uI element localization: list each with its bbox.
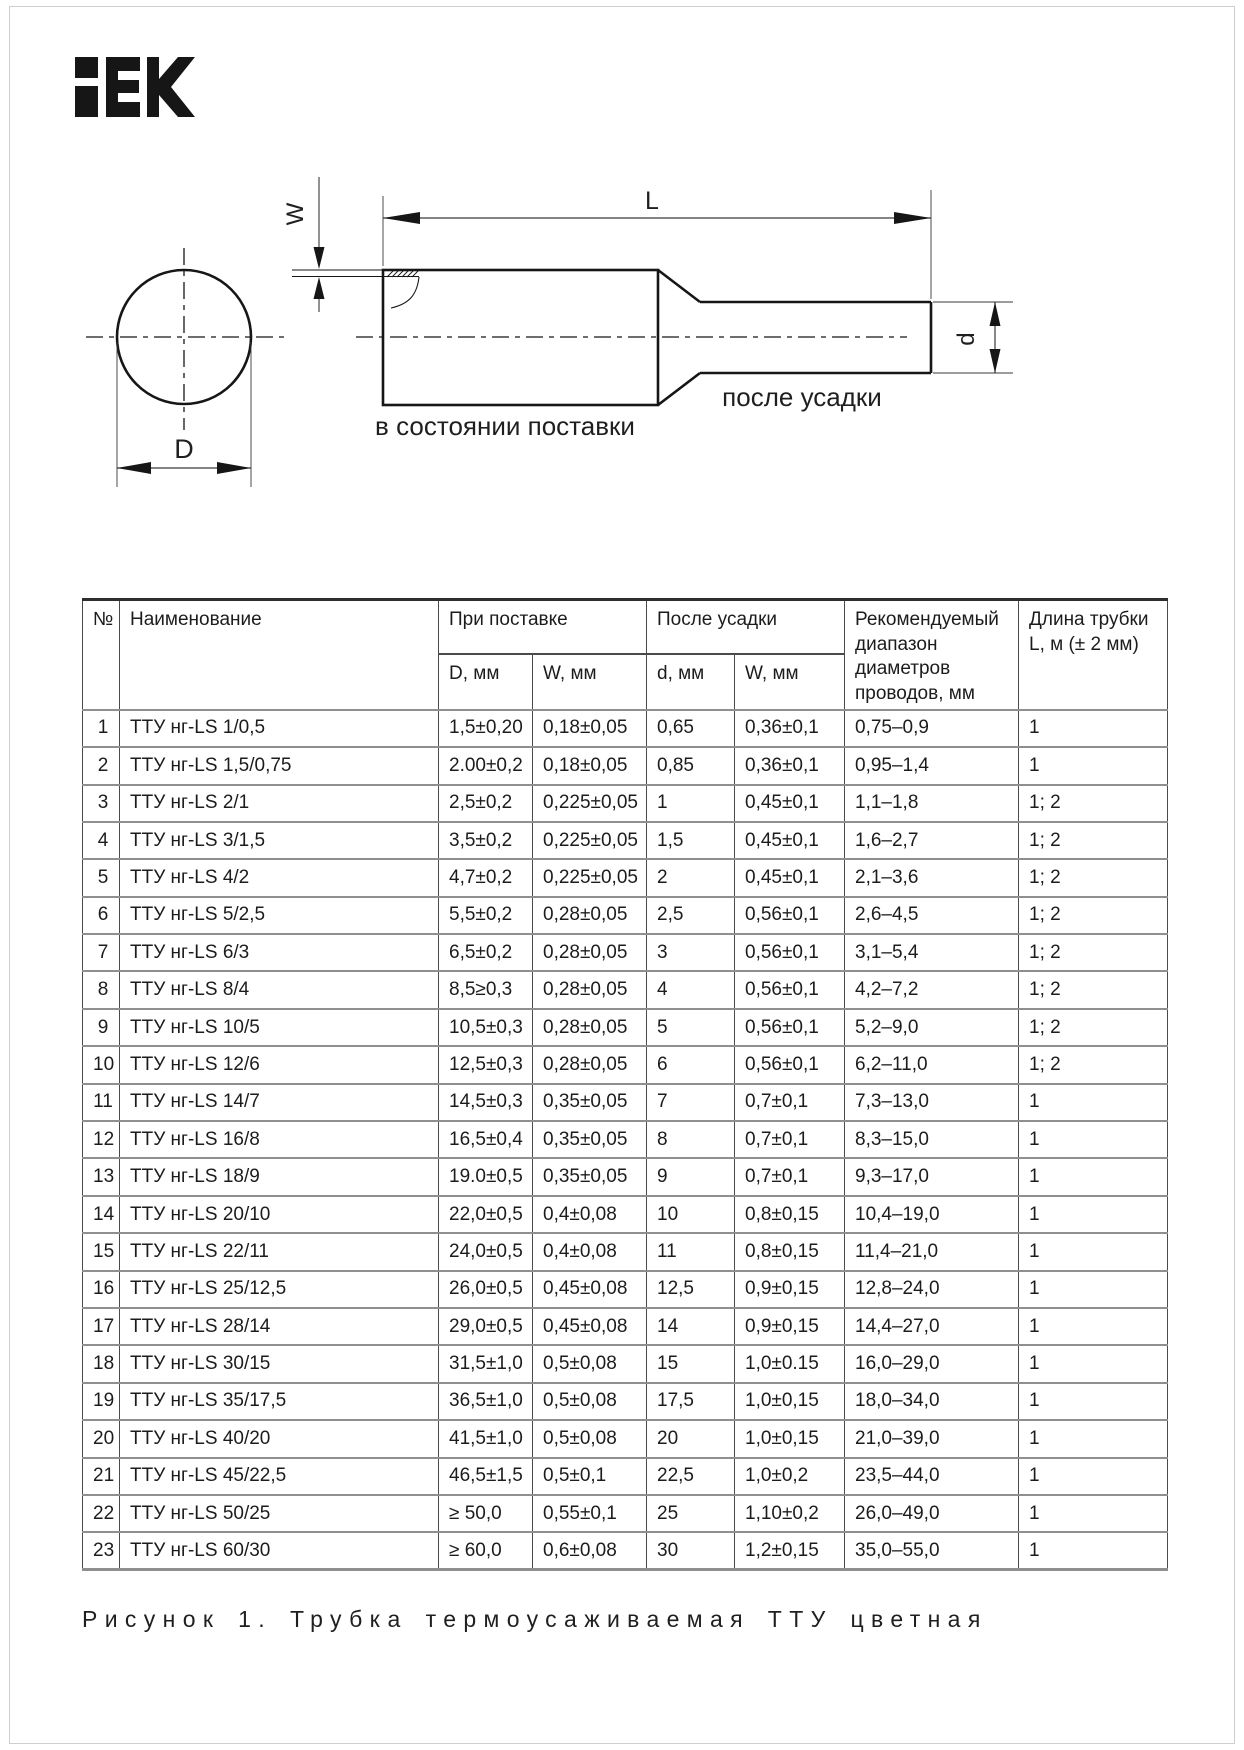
cell-tube-length: 1 — [1019, 1196, 1168, 1233]
cell-d-supply: 19.0±0,5 — [439, 1158, 533, 1195]
cell-w-shrink: 1,0±0,15 — [735, 1420, 845, 1457]
table-row — [83, 934, 1168, 971]
cell-tube-length: 1 — [1019, 1271, 1168, 1308]
cell-w-shrink: 0,56±0,1 — [735, 971, 845, 1008]
arrowhead-down — [314, 247, 325, 269]
cell-tube-length: 1 — [1019, 1084, 1168, 1121]
cell-w-supply: 0,225±0,05 — [533, 822, 647, 859]
cell-w-supply: 0,35±0,05 — [533, 1121, 647, 1158]
cell-wire-range: 0,95–1,4 — [845, 747, 1019, 784]
cell-d-supply: 26,0±0,5 — [439, 1271, 533, 1308]
logo-i-dot — [75, 57, 98, 78]
cell-tube-length: 1; 2 — [1019, 971, 1168, 1008]
cell-w-supply: 0,225±0,05 — [533, 785, 647, 822]
cell-wire-range: 9,3–17,0 — [845, 1158, 1019, 1195]
cell-name: ТТУ нг-LS 60/30 — [120, 1532, 439, 1569]
table-row — [83, 859, 1168, 896]
cell-w-supply: 0,5±0,08 — [533, 1420, 647, 1457]
col-header-shrink-w: W, мм — [735, 654, 845, 710]
cell-d-supply: ≥ 50,0 — [439, 1495, 533, 1532]
breakout-curve — [391, 277, 419, 308]
arrowhead-right — [217, 462, 251, 474]
cell-name: ТТУ нг-LS 14/7 — [120, 1084, 439, 1121]
cell-w-supply: 0,18±0,05 — [533, 710, 647, 747]
cell-w-shrink: 0,56±0,1 — [735, 897, 845, 934]
cell-num: 15 — [83, 1233, 120, 1270]
cell-num: 17 — [83, 1308, 120, 1345]
cell-d-shrink: 20 — [647, 1420, 735, 1457]
cell-wire-range: 26,0–49,0 — [845, 1495, 1019, 1532]
arrowhead-left — [383, 212, 420, 224]
cell-wire-range: 14,4–27,0 — [845, 1308, 1019, 1345]
cell-tube-length: 1 — [1019, 1383, 1168, 1420]
cell-name: ТТУ нг-LS 10/5 — [120, 1009, 439, 1046]
cell-w-supply: 0,6±0,08 — [533, 1532, 647, 1569]
cell-d-shrink: 14 — [647, 1308, 735, 1345]
cell-wire-range: 2,6–4,5 — [845, 897, 1019, 934]
cell-num: 4 — [83, 822, 120, 859]
cell-d-supply: 4,7±0,2 — [439, 859, 533, 896]
cell-wire-range: 5,2–9,0 — [845, 1009, 1019, 1046]
cell-w-shrink: 0,45±0,1 — [735, 859, 845, 896]
cell-w-shrink: 1,0±0.15 — [735, 1345, 845, 1382]
table-row — [83, 971, 1168, 1008]
cell-num: 12 — [83, 1121, 120, 1158]
cell-tube-length: 1 — [1019, 710, 1168, 747]
table-row — [83, 1233, 1168, 1270]
cell-tube-length: 1 — [1019, 1495, 1168, 1532]
cell-w-shrink: 0,8±0,15 — [735, 1233, 845, 1270]
cell-tube-length: 1; 2 — [1019, 1009, 1168, 1046]
label-shrunk-state: после усадки — [722, 382, 882, 412]
cell-w-shrink: 0,8±0,15 — [735, 1196, 845, 1233]
cell-d-supply: 5,5±0,2 — [439, 897, 533, 934]
cell-name: ТТУ нг-LS 30/15 — [120, 1345, 439, 1382]
cell-wire-range: 1,1–1,8 — [845, 785, 1019, 822]
cell-num: 9 — [83, 1009, 120, 1046]
cell-tube-length: 1 — [1019, 1121, 1168, 1158]
table-row — [83, 1345, 1168, 1382]
cell-d-shrink: 15 — [647, 1345, 735, 1382]
dim-label-W: W — [282, 202, 309, 226]
cell-d-shrink: 9 — [647, 1158, 735, 1195]
cell-name: ТТУ нг-LS 40/20 — [120, 1420, 439, 1457]
col-header-supply-group: При поставке — [439, 600, 647, 654]
dim-label-d: d — [953, 332, 980, 346]
cell-tube-length: 1; 2 — [1019, 934, 1168, 971]
cell-name: ТТУ нг-LS 45/22,5 — [120, 1458, 439, 1495]
cell-wire-range: 4,2–7,2 — [845, 971, 1019, 1008]
cell-name: ТТУ нг-LS 50/25 — [120, 1495, 439, 1532]
table-row — [83, 1121, 1168, 1158]
cell-w-supply: 0,5±0,08 — [533, 1345, 647, 1382]
table-row — [83, 1271, 1168, 1308]
cell-d-supply: 2,5±0,2 — [439, 785, 533, 822]
cell-num: 23 — [83, 1532, 120, 1569]
cell-w-shrink: 1,0±0,15 — [735, 1383, 845, 1420]
cell-w-supply: 0,35±0,05 — [533, 1084, 647, 1121]
cell-d-shrink: 12,5 — [647, 1271, 735, 1308]
table-row — [83, 747, 1168, 784]
cell-num: 5 — [83, 859, 120, 896]
cell-name: ТТУ нг-LS 18/9 — [120, 1158, 439, 1195]
cell-num: 20 — [83, 1420, 120, 1457]
cell-tube-length: 1; 2 — [1019, 785, 1168, 822]
cell-d-shrink: 6 — [647, 1046, 735, 1083]
table-row — [83, 1046, 1168, 1083]
dimension-table — [82, 598, 1168, 1571]
cell-d-supply: 31,5±1,0 — [439, 1345, 533, 1382]
cell-d-shrink: 25 — [647, 1495, 735, 1532]
col-header-supply-w: W, мм — [533, 654, 647, 710]
cell-w-shrink: 0,7±0,1 — [735, 1158, 845, 1195]
cell-wire-range: 0,75–0,9 — [845, 710, 1019, 747]
cell-wire-range: 35,0–55,0 — [845, 1532, 1019, 1569]
cell-tube-length: 1; 2 — [1019, 897, 1168, 934]
cell-num: 14 — [83, 1196, 120, 1233]
cell-w-supply: 0,35±0,05 — [533, 1158, 647, 1195]
cell-w-shrink: 0,36±0,1 — [735, 747, 845, 784]
table-row — [83, 1495, 1168, 1532]
cell-tube-length: 1 — [1019, 1308, 1168, 1345]
cell-tube-length: 1 — [1019, 1420, 1168, 1457]
cell-num: 8 — [83, 971, 120, 1008]
table-row — [83, 897, 1168, 934]
cell-name: ТТУ нг-LS 3/1,5 — [120, 822, 439, 859]
cell-num: 19 — [83, 1383, 120, 1420]
cell-w-shrink: 0,45±0,1 — [735, 785, 845, 822]
dim-label-D: D — [174, 434, 194, 464]
col-header-shrink-group: После усадки — [647, 600, 845, 654]
col-header-supply-d: D, мм — [439, 654, 533, 710]
cell-name: ТТУ нг-LS 1/0,5 — [120, 710, 439, 747]
cell-d-shrink: 10 — [647, 1196, 735, 1233]
cell-num: 16 — [83, 1271, 120, 1308]
cell-d-shrink: 30 — [647, 1532, 735, 1569]
cell-d-supply: 16,5±0,4 — [439, 1121, 533, 1158]
cell-w-supply: 0,28±0,05 — [533, 934, 647, 971]
cell-w-shrink: 0,56±0,1 — [735, 1009, 845, 1046]
cell-d-shrink: 0,85 — [647, 747, 735, 784]
cell-d-shrink: 0,65 — [647, 710, 735, 747]
dim-label-L: L — [645, 187, 659, 215]
cell-name: ТТУ нг-LS 1,5/0,75 — [120, 747, 439, 784]
cell-num: 11 — [83, 1084, 120, 1121]
cell-w-shrink: 1,10±0,2 — [735, 1495, 845, 1532]
cell-d-shrink: 8 — [647, 1121, 735, 1158]
cell-name: ТТУ нг-LS 12/6 — [120, 1046, 439, 1083]
cell-name: ТТУ нг-LS 20/10 — [120, 1196, 439, 1233]
cell-d-supply: 14,5±0,3 — [439, 1084, 533, 1121]
arrowhead-up — [990, 302, 1001, 326]
cell-d-supply: 10,5±0,3 — [439, 1009, 533, 1046]
cell-wire-range: 6,2–11,0 — [845, 1046, 1019, 1083]
cell-d-supply: 6,5±0,2 — [439, 934, 533, 971]
cell-d-shrink: 11 — [647, 1233, 735, 1270]
cell-w-supply: 0,4±0,08 — [533, 1196, 647, 1233]
label-supplied-state: в состоянии поставки — [375, 411, 635, 441]
cell-tube-length: 1 — [1019, 1158, 1168, 1195]
cell-tube-length: 1 — [1019, 1458, 1168, 1495]
cell-wire-range: 10,4–19,0 — [845, 1196, 1019, 1233]
cell-num: 18 — [83, 1345, 120, 1382]
taper-top — [658, 270, 700, 302]
cell-w-supply: 0,5±0,1 — [533, 1458, 647, 1495]
taper-bottom — [658, 373, 700, 405]
iek-logo — [75, 57, 195, 117]
logo-k — [147, 57, 195, 117]
arrowhead-left — [117, 462, 151, 474]
cell-d-supply: 1,5±0,20 — [439, 710, 533, 747]
cell-w-shrink: 1,2±0,15 — [735, 1532, 845, 1569]
cell-w-supply: 0,4±0,08 — [533, 1233, 647, 1270]
cell-w-supply: 0,28±0,05 — [533, 897, 647, 934]
col-header-num: № — [83, 600, 120, 710]
table-row — [83, 1458, 1168, 1495]
cell-d-supply: 24,0±0,5 — [439, 1233, 533, 1270]
col-header-range: Рекомендуемый диапазон диаметров проводов, мм — [845, 600, 1019, 710]
table-header — [83, 600, 1168, 710]
cell-d-supply: 12,5±0,3 — [439, 1046, 533, 1083]
cell-wire-range: 18,0–34,0 — [845, 1383, 1019, 1420]
cell-wire-range: 3,1–5,4 — [845, 934, 1019, 971]
cell-w-supply: 0,55±0,1 — [533, 1495, 647, 1532]
cell-d-supply: ≥ 60,0 — [439, 1532, 533, 1569]
cell-w-shrink: 0,56±0,1 — [735, 934, 845, 971]
cell-num: 7 — [83, 934, 120, 971]
table-row — [83, 1158, 1168, 1195]
cell-wire-range: 21,0–39,0 — [845, 1420, 1019, 1457]
col-header-length: Длина трубки L, м (± 2 мм) — [1019, 600, 1168, 710]
cell-d-shrink: 5 — [647, 1009, 735, 1046]
cell-wire-range: 8,3–15,0 — [845, 1121, 1019, 1158]
cell-num: 3 — [83, 785, 120, 822]
cell-w-shrink: 0,45±0,1 — [735, 822, 845, 859]
cell-d-supply: 41,5±1,0 — [439, 1420, 533, 1457]
cell-d-shrink: 1 — [647, 785, 735, 822]
cell-d-supply: 46,5±1,5 — [439, 1458, 533, 1495]
cell-d-supply: 2.00±0,2 — [439, 747, 533, 784]
cell-tube-length: 1 — [1019, 1532, 1168, 1569]
table-row — [83, 822, 1168, 859]
cell-name: ТТУ нг-LS 22/11 — [120, 1233, 439, 1270]
table-body — [83, 710, 1168, 1570]
cell-num: 6 — [83, 897, 120, 934]
front-view-circle — [86, 248, 284, 430]
cell-w-supply: 0,28±0,05 — [533, 971, 647, 1008]
cell-d-supply: 8,5≥0,3 — [439, 971, 533, 1008]
col-header-name: Наименование — [120, 600, 439, 710]
cell-wire-range: 2,1–3,6 — [845, 859, 1019, 896]
cell-d-shrink: 1,5 — [647, 822, 735, 859]
cell-tube-length: 1; 2 — [1019, 822, 1168, 859]
cell-tube-length: 1 — [1019, 747, 1168, 784]
cell-wire-range: 16,0–29,0 — [845, 1345, 1019, 1382]
cell-name: ТТУ нг-LS 35/17,5 — [120, 1383, 439, 1420]
cell-num: 10 — [83, 1046, 120, 1083]
cell-num: 2 — [83, 747, 120, 784]
cell-w-supply: 0,5±0,08 — [533, 1383, 647, 1420]
cell-name: ТТУ нг-LS 2/1 — [120, 785, 439, 822]
table-row — [83, 1308, 1168, 1345]
cell-d-shrink: 17,5 — [647, 1383, 735, 1420]
cell-tube-length: 1; 2 — [1019, 859, 1168, 896]
cell-d-shrink: 2,5 — [647, 897, 735, 934]
table-row — [83, 710, 1168, 747]
cell-name: ТТУ нг-LS 28/14 — [120, 1308, 439, 1345]
cell-tube-length: 1 — [1019, 1233, 1168, 1270]
cell-w-shrink: 0,9±0,15 — [735, 1271, 845, 1308]
cell-d-supply: 29,0±0,5 — [439, 1308, 533, 1345]
cell-name: ТТУ нг-LS 16/8 — [120, 1121, 439, 1158]
cell-name: ТТУ нг-LS 5/2,5 — [120, 897, 439, 934]
cell-num: 13 — [83, 1158, 120, 1195]
logo-e — [106, 57, 140, 117]
cell-name: ТТУ нг-LS 8/4 — [120, 971, 439, 1008]
cell-d-shrink: 3 — [647, 934, 735, 971]
arrowhead-up — [314, 277, 325, 299]
table-row — [83, 1532, 1168, 1569]
arrowhead-down — [990, 349, 1001, 373]
table-row — [83, 1383, 1168, 1420]
cell-wire-range: 7,3–13,0 — [845, 1084, 1019, 1121]
cell-num: 21 — [83, 1458, 120, 1495]
cell-w-supply: 0,18±0,05 — [533, 747, 647, 784]
cell-w-supply: 0,28±0,05 — [533, 1009, 647, 1046]
logo-i-stem — [75, 86, 98, 117]
dimension-W — [282, 177, 325, 312]
cell-w-supply: 0,45±0,08 — [533, 1271, 647, 1308]
cell-d-supply: 3,5±0,2 — [439, 822, 533, 859]
cell-w-shrink: 0,36±0,1 — [735, 710, 845, 747]
cell-d-shrink: 4 — [647, 971, 735, 1008]
cell-wire-range: 23,5–44,0 — [845, 1458, 1019, 1495]
cell-num: 1 — [83, 710, 120, 747]
cell-d-shrink: 2 — [647, 859, 735, 896]
cell-w-shrink: 0,56±0,1 — [735, 1046, 845, 1083]
table-row — [83, 1084, 1168, 1121]
cell-w-supply: 0,28±0,05 — [533, 1046, 647, 1083]
dimension-d — [933, 302, 1013, 373]
arrowhead-right — [894, 212, 931, 224]
technical-drawing — [0, 0, 1244, 520]
cell-wire-range: 12,8–24,0 — [845, 1271, 1019, 1308]
cell-name: ТТУ нг-LS 6/3 — [120, 934, 439, 971]
cell-d-supply: 36,5±1,0 — [439, 1383, 533, 1420]
cell-d-supply: 22,0±0,5 — [439, 1196, 533, 1233]
cell-w-shrink: 0,7±0,1 — [735, 1121, 845, 1158]
cell-name: ТТУ нг-LS 4/2 — [120, 859, 439, 896]
table-row — [83, 1420, 1168, 1457]
table-row — [83, 785, 1168, 822]
cell-num: 22 — [83, 1495, 120, 1532]
cell-w-supply: 0,225±0,05 — [533, 859, 647, 896]
cell-name: ТТУ нг-LS 25/12,5 — [120, 1271, 439, 1308]
cell-tube-length: 1 — [1019, 1345, 1168, 1382]
cell-wire-range: 1,6–2,7 — [845, 822, 1019, 859]
cell-d-shrink: 7 — [647, 1084, 735, 1121]
table-row — [83, 1196, 1168, 1233]
col-header-shrink-d: d, мм — [647, 654, 735, 710]
cell-wire-range: 11,4–21,0 — [845, 1233, 1019, 1270]
cell-d-shrink: 22,5 — [647, 1458, 735, 1495]
table-row — [83, 1009, 1168, 1046]
cell-w-supply: 0,45±0,08 — [533, 1308, 647, 1345]
cell-w-shrink: 1,0±0,2 — [735, 1458, 845, 1495]
figure-caption: Рисунок 1. Трубка термоусаживаемая ТТУ цветная — [82, 1606, 988, 1632]
cell-w-shrink: 0,9±0,15 — [735, 1308, 845, 1345]
cell-tube-length: 1; 2 — [1019, 1046, 1168, 1083]
cell-w-shrink: 0,7±0,1 — [735, 1084, 845, 1121]
